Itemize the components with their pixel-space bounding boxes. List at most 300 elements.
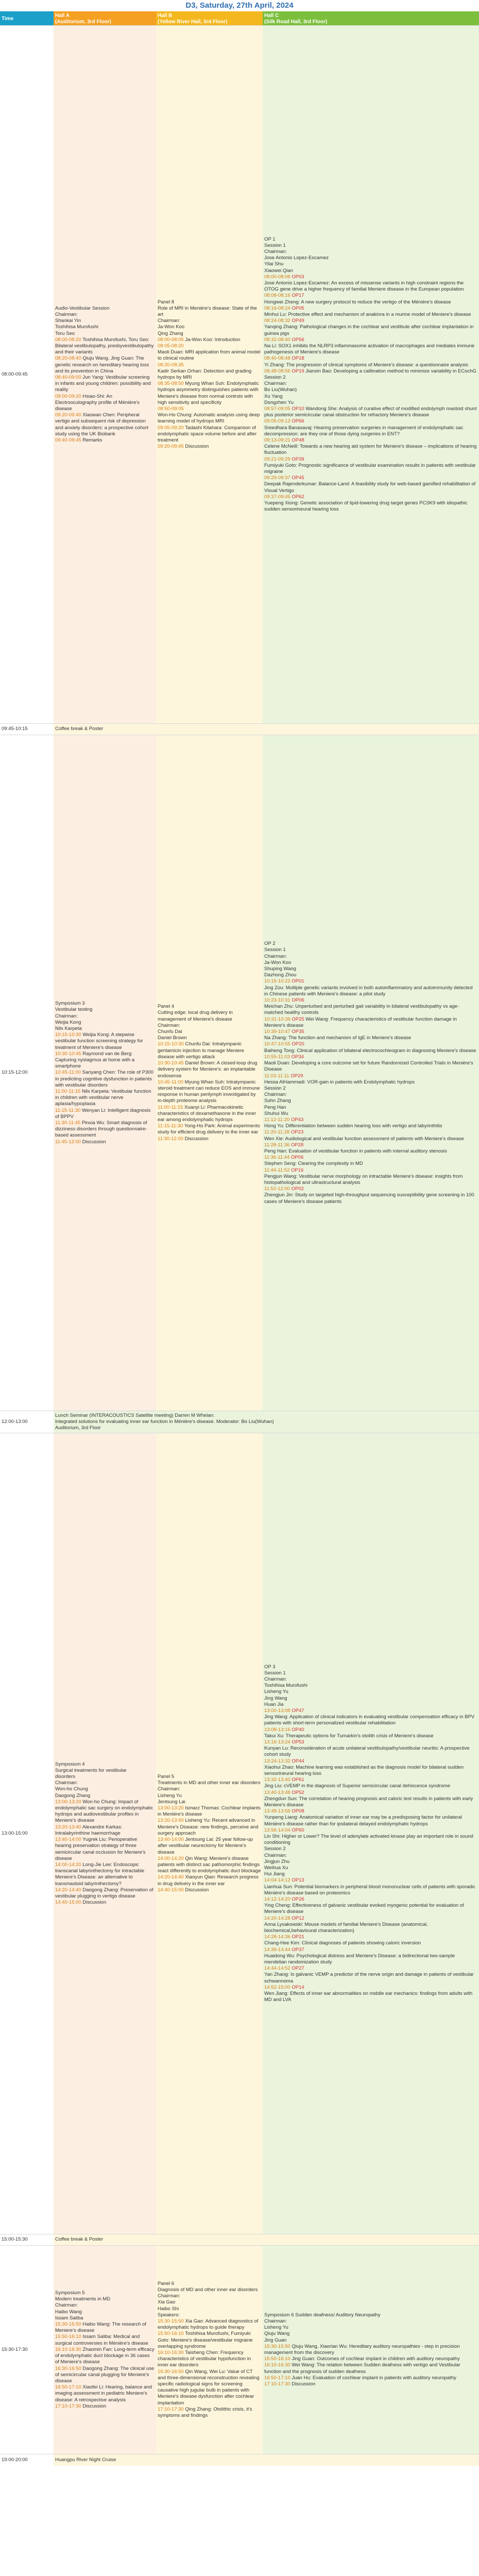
line-text: Daniel Brown: [158, 1035, 187, 1041]
line-text: Surgical treatments for vestibular: [55, 1767, 127, 1773]
line-text: Jose Antonio Lopez-Escamez: [264, 255, 329, 261]
slot-time: 17:10-17:30: [55, 2403, 81, 2409]
session-line: [158, 1805, 261, 1818]
line-text: Won-ho Chung: Impact of endolymphatic sac surgery on endolymphatic hydrops and audiovestibular profiles in Meniere's disease: [55, 1799, 153, 1824]
line-text: Role of MRI in Menière's disease: State of the art: [158, 305, 257, 317]
session-line: [264, 1790, 477, 1796]
session-line: [55, 2315, 155, 2321]
session-line: [264, 243, 477, 249]
session-line: [264, 2344, 477, 2356]
paper-code: OP56: [290, 336, 304, 343]
paper-code: OP25: [290, 1016, 304, 1022]
line-text: Session 1: [264, 242, 286, 248]
paper-code: OP62: [290, 494, 304, 500]
line-text: Shuhui Wu: [264, 1110, 288, 1116]
line-text: Jing Wang: [264, 1695, 287, 1701]
session-line: [55, 331, 155, 337]
session-line: [55, 1862, 155, 1887]
slot-time: 11:28-11:36: [264, 1142, 290, 1148]
session-block: [264, 1664, 477, 2004]
session-line: [158, 2281, 261, 2287]
slot-time: 13:40-13:48: [264, 1789, 290, 1795]
line-text: Chairman:: [264, 2318, 287, 2324]
line-text: Qiuju Wang, Xiaorian Wu: Hereditary auditory neuropathies - step in precision management from the discovery: [264, 2343, 460, 2355]
hall-b-session: [156, 26, 263, 724]
session-line: [264, 1111, 477, 1117]
slot-time: 13:00-13:20: [158, 1805, 184, 1811]
line-text: Vestibular testing: [55, 1007, 93, 1013]
slot-time: 14:20-14:40: [158, 1874, 184, 1880]
session-line: [158, 2293, 261, 2299]
slot-time: 14:12-14:20: [264, 1896, 290, 1903]
line-text: Won-ho Chung: [55, 1786, 88, 1792]
line-text: Remarks: [81, 437, 102, 444]
session-line: [55, 312, 155, 318]
line-text: Alexandre Karkas: Intralabyrinthine haemorrhage: [55, 1824, 123, 1836]
session-line: [158, 337, 261, 343]
line-text: Xiaowei Qian: [264, 267, 293, 274]
slot-time: 16:30-16:50: [158, 2368, 184, 2375]
break-label: Coffee break & Poster: [54, 2234, 479, 2246]
session-line: [264, 1670, 477, 1676]
slot-time: 08:24-08:32: [264, 318, 290, 324]
line-text: Modern treatments in MD: [55, 2296, 111, 2302]
session-line: [158, 1818, 261, 1837]
line-text: Wen Jiang: Effects of inner ear abnormalities on middle ear mechanics: findings from adults with MD and LVA: [264, 1991, 473, 2003]
session-line: [264, 1016, 477, 1029]
session-line: [264, 2337, 477, 2344]
session-line: [264, 1129, 477, 1136]
schedule-row: [0, 1433, 479, 2234]
paper-code: OP48: [290, 437, 304, 444]
session-block: [158, 299, 261, 450]
session-line: [264, 324, 477, 336]
line-text: OP 3: [264, 1664, 276, 1670]
paper-code: OP10: [290, 406, 304, 412]
line-text: Yunpeng Liang: Anatomical variation of inner ear may be a predisposing factor for unilateral Ménière's disease rather than for ipsilateral delayed endolymphatic hydrops: [264, 1815, 462, 1827]
line-text: Jing Guan: Outcomes of cochlear implant in children with auditory neuropathy: [290, 2356, 460, 2362]
line-text: Chairman:: [55, 2302, 78, 2309]
line-text: Panel 4: [158, 1004, 175, 1010]
paper-code: OP13: [290, 1877, 304, 1884]
line-text: Discussion: [81, 2403, 107, 2409]
slot-time: 11:36-11:44: [264, 1155, 290, 1161]
session-line: [264, 261, 477, 267]
slot-time: 11:12-11:20: [264, 1116, 290, 1123]
line-text: Baiheng Tong: Clinical application of bilateral electrocochleogram in diagnosing Meniere's disease: [264, 1047, 476, 1054]
paper-code: OP35: [290, 1029, 304, 1035]
session-line: [264, 1079, 477, 1086]
session-line: [264, 2331, 477, 2337]
line-text: Jun Yang: Vestibular screening in infants and young children: possibility and reality: [55, 375, 151, 393]
session-line: [264, 1696, 477, 1702]
line-text: Session 2: [264, 1085, 286, 1091]
lunch-line: Integrated solutions for evaluating inner ear function in Ménière's disease. Moderator: Bo Liu(Wuhan): [55, 1418, 274, 1425]
session-line: [264, 1758, 477, 1765]
session-line: [158, 2406, 261, 2419]
paper-code: OP34: [290, 1054, 304, 1060]
session-line: [158, 349, 261, 362]
session-line: [55, 2302, 155, 2309]
session-line: [55, 2296, 155, 2302]
session-line: [55, 412, 155, 437]
session-line: [264, 268, 477, 274]
slot-time: 08:20-08:35: [158, 362, 184, 368]
line-text: Jing Wang: Application of clinical indicators in evaluating vestibular compensation efficacy in BPV patients with short-term personalized vestibular rehabilitation: [264, 1714, 475, 1726]
line-text: Jentsung Lai: [158, 1799, 185, 1805]
session-line: [264, 475, 477, 481]
schedule-row: [0, 735, 479, 1411]
line-text: Raymond van de Berg: Capturing nystagmus at home with a smartphone: [55, 1050, 135, 1070]
session-line: [55, 1768, 155, 1774]
line-text: Chairman:: [264, 248, 287, 255]
slot-time: 13:00-13:20: [55, 1799, 81, 1805]
slot-time: 11:30-12:00: [158, 1136, 184, 1142]
session-line: [264, 236, 477, 243]
line-text: disorders: [55, 1774, 76, 1780]
schedule-row: [0, 26, 479, 724]
line-text: Ja-Won Koo: [158, 324, 185, 330]
session-line: [264, 1041, 477, 1047]
session-line: [55, 1824, 155, 1837]
paper-code: OP53: [290, 1739, 304, 1745]
slot-time: 10:23-10:31: [264, 997, 290, 1004]
session-line: [158, 318, 261, 324]
session-line: [158, 444, 261, 450]
session-line: [158, 1004, 261, 1010]
slot-time: 14:36-14:44: [264, 1946, 290, 1953]
line-text: Chairman:: [264, 381, 287, 387]
paper-code: OP43: [289, 1116, 304, 1123]
session-line: [264, 381, 477, 387]
line-text: Discussion: [81, 1139, 106, 1145]
paper-code: OP40: [290, 1726, 304, 1733]
slot-time: 08:00-08:08: [264, 274, 290, 280]
session-line: [55, 2347, 155, 2366]
paper-code: OP52: [290, 1789, 304, 1795]
line-text: OP 2: [264, 941, 276, 947]
session-line: [264, 1916, 477, 1922]
session-line: [158, 2306, 261, 2312]
time-slot: 15:30-17:30: [0, 2246, 54, 2454]
slot-time: 14:04-14:12: [264, 1877, 290, 1884]
session-line: [264, 1148, 477, 1155]
slot-time: 15:30-15:50: [158, 2318, 184, 2324]
line-text: Qin Wang, Wei Lu: Value of CT and three-dimensional reconstruction revealing specific radiological signs for screening causative high jugular bulb in patients with Meniere's disease dysfunction after cochlear implantation: [158, 2368, 260, 2406]
time-slot: 08:00-09:45: [0, 26, 54, 724]
session-line: [264, 1877, 477, 1884]
session-block: [264, 236, 477, 513]
line-text: Ja-Won Koo: [264, 959, 292, 965]
session-line: [264, 960, 477, 966]
slot-time: 14:40-15:00: [158, 1887, 184, 1893]
line-text: Ja-Won Koo: Introduction: [183, 336, 241, 343]
session-line: [264, 387, 477, 393]
line-text: Na Zhang: The function and mechanism of IgE in Meniere's disease: [264, 1035, 412, 1041]
paper-code: OP19: [290, 368, 304, 374]
paper-code: OP39: [290, 456, 304, 462]
slot-time: 09:21-09:29: [264, 456, 290, 462]
slot-time: 16:10-16:30: [55, 2346, 81, 2352]
slot-time: 11:44-11:52: [264, 1167, 290, 1173]
line-text: Jingjun Zhu: [264, 1858, 290, 1865]
line-text: Lisheng Yu: [158, 1792, 182, 1799]
session-line: [158, 2299, 261, 2306]
session-line: [264, 1947, 477, 1953]
line-text: Tadashi Kitahara: Comparison of endolymphatic space volume before and after treatment: [158, 425, 257, 444]
slot-time: 13:56-14:04: [264, 1827, 290, 1833]
line-text: Wandong She: Analysis of curative effect of modified endolymph mastoid shunt plus posterior semicircular canal obstruction for refractory Meniere's disease: [264, 406, 477, 418]
line-text: Lisheng Yu: [264, 2325, 288, 2331]
session-line: [55, 1020, 155, 1026]
line-text: Deepak Rajenderkumar: Balance-Land: A feasibility study for web-based gamified rehabilitation of Visual Vertigo: [264, 481, 476, 494]
line-text: Panel 5: [158, 1774, 175, 1780]
paper-code: OP06: [289, 1155, 304, 1161]
session-line: [55, 1007, 155, 1013]
line-text: Yuepeng Xiong: Genetic association of lipid-lowering drug target genes PCSK9 with idiopathic sudden sensorineural hearing loss: [264, 500, 468, 513]
slot-time: 10:39-10:47: [264, 1029, 290, 1035]
session-line: [264, 1871, 477, 1877]
session-line: [264, 1745, 477, 1758]
line-text: Xiaowan Chen: Peripheral vertigo and subsequent risk of depression and anxiety disorders: a prospective cohort study using the UK Biobank: [55, 412, 149, 437]
slot-time: 10:55-11:03: [264, 1054, 290, 1060]
line-text: Yugrek Liu: Perioperative hearing preservation strategy of three semicircular canal occlusion for Meniere's disease: [55, 1837, 146, 1861]
session-line: [264, 500, 477, 513]
session-line: [158, 2312, 261, 2318]
slot-time: 13:20-13:40: [55, 1824, 81, 1830]
line-text: Session 2: [264, 1846, 286, 1852]
line-text: Haibo Shi: [158, 2306, 179, 2312]
line-text: Symposium 3: [55, 1001, 85, 1007]
line-text: Discussion: [183, 1136, 209, 1142]
paper-code: OP47: [290, 1707, 304, 1714]
hall-c-session: [263, 2246, 479, 2454]
session-line: [264, 2381, 477, 2387]
session-line: [264, 1884, 477, 1896]
session-block: [158, 1004, 261, 1142]
slot-time: 16:50-17:10: [264, 2375, 290, 2381]
slot-time: 09:40-09:45: [55, 437, 81, 444]
session-line: [264, 1859, 477, 1865]
slot-time: 13:40-14:00: [158, 1837, 184, 1843]
paper-code: OP03: [290, 274, 304, 280]
line-text: Chairman:: [55, 311, 78, 317]
session-line: [264, 1865, 477, 1871]
session-line: [55, 2290, 155, 2296]
session-block: [55, 306, 155, 444]
line-text: Issam Saliba: Medical and surgical controversies in Ménière's disease: [55, 2334, 148, 2346]
paper-code: OP08: [290, 1808, 304, 1815]
slot-time: 08:48-08:56: [264, 368, 290, 374]
session-line: [264, 362, 477, 368]
session-line: [158, 1780, 261, 1786]
time-slot: 13:00-15:00: [0, 1433, 54, 2234]
line-text: Yilai Shu: [264, 261, 284, 267]
session-line: [264, 954, 477, 960]
slot-time: 15:50-16:10: [264, 2356, 290, 2362]
paper-code: OP02: [290, 1186, 304, 1192]
session-line: [264, 1953, 477, 1965]
line-text: Cutting edge: local drug delivery in management of Meniere's disease: [158, 1010, 233, 1022]
session-line: [264, 337, 477, 343]
session-line: [264, 400, 477, 406]
line-text: OP 1: [264, 236, 276, 242]
session-line: [264, 306, 477, 312]
slot-time: 16:10-16:30: [158, 2350, 184, 2355]
line-text: Jianxin Bao: Developing a calibration method to minimize variability in ECochG: [304, 368, 476, 374]
line-text: Lianhua Sun: Potential biomarkers in peripheral blood mononuclear cells of patients with sporadic Ménière's disease based on proteomics: [264, 1884, 475, 1896]
slot-time: 16:10-16:30: [264, 2362, 290, 2368]
session-line: [264, 1098, 477, 1104]
slot-time: 11:15-11:30: [158, 1123, 183, 1129]
line-text: Chairman:: [158, 2293, 180, 2299]
header-hall-b: Hall B (Yellow River Hall, 3rd Floor): [156, 11, 263, 26]
line-text: Chang-Hee Kim: Clinical diagnoses of patients showing caloric inversion: [264, 1940, 421, 1946]
session-line: [264, 463, 477, 475]
session-line: [158, 1023, 261, 1029]
line-text: Peng Han: Evaluation of vestibular function in patients with internal auditory stenosis: [264, 1148, 447, 1154]
line-text: Ismarz Thomas: Cochlear implants in Menière's disease: [158, 1805, 261, 1818]
line-text: Qin Wang: Meniere's disease patients with distinct sac pathomorphic findings react differently to endolymphatic duct blockage: [158, 1855, 261, 1874]
session-line: [264, 406, 477, 418]
schedule-row: [0, 2234, 479, 2246]
session-block: [55, 1761, 155, 1906]
line-text: Discussion: [81, 1900, 107, 1906]
line-text: Pengjun Wang: Vestibular nerve morphology on intractable Meniere's disease: insights from histopathological and ultrastructural analysis: [264, 1173, 463, 1185]
line-text: Chairman:: [264, 953, 287, 959]
line-text: Peng Han: [264, 1104, 286, 1110]
session-block: [158, 1774, 261, 1893]
time-slot: 09:45-10:15: [0, 724, 54, 735]
line-text: Chairman:: [264, 1092, 287, 1098]
line-text: Qiuju Wang: [264, 2331, 290, 2337]
line-text: Hessa AlHammadi: VOR-gain in patients with Endolymphatic hydrops: [264, 1079, 415, 1085]
paper-code: OP60: [290, 1827, 304, 1833]
slot-time: 13:16-13:24: [264, 1739, 290, 1745]
session-line: [264, 255, 477, 261]
session-line: [264, 1708, 477, 1714]
session-line: [55, 1774, 155, 1780]
session-line: [264, 494, 477, 500]
line-text: Maoli Duan: MRI application from animal model to clinical routine: [158, 349, 261, 362]
slot-time: 08:20-08:40: [55, 355, 81, 362]
session-line: [55, 1786, 155, 1792]
slot-time: 17:10-17:30: [158, 2406, 184, 2412]
line-text: Xuanyi Li: Pharmacokinetic characteristics of dexamethasone in the inner ear among endolymphatic hydrops: [158, 1104, 256, 1123]
line-text: Suhn Zhang: [264, 1098, 291, 1104]
line-text: Symposium 6 Sudden deafness/ Auditory Neuropathy: [264, 2312, 381, 2318]
line-text: Nils Karpeta: [55, 1025, 82, 1031]
line-text: Toru Seo: [55, 330, 75, 336]
hall-b-session: [156, 1433, 263, 2234]
line-text: Dazhong Zhou: [264, 972, 297, 978]
slot-time: 09:29-09:37: [264, 475, 290, 481]
session-line: [264, 1029, 477, 1035]
paper-code: OP44: [290, 1758, 304, 1764]
session-line: [264, 1965, 477, 1972]
paper-code: OP20: [290, 1041, 304, 1047]
lunch-line: Auditorium, 3rd Floor: [55, 1425, 101, 1431]
paper-code: OP49: [290, 318, 304, 324]
session-line: [264, 966, 477, 972]
paper-code: OP16: [289, 1167, 304, 1173]
slot-time: 08:40-09:00: [55, 375, 81, 380]
session-line: [55, 1120, 155, 1139]
session-line: [55, 1837, 155, 1862]
session-line: [264, 1827, 477, 1834]
slot-time: 14:20-14:28: [264, 1915, 290, 1921]
slot-time: 10:15-10:30: [158, 1041, 184, 1047]
hall-a-session: [54, 735, 156, 1411]
session-line: [264, 312, 477, 318]
session-line: [264, 1702, 477, 1708]
session-line: [55, 1089, 155, 1108]
line-text: Issam Saliba: [55, 2315, 83, 2321]
session-line: [264, 2375, 477, 2381]
session-line: [55, 324, 155, 330]
slot-time: 08:32-08:40: [264, 336, 290, 343]
session-line: [264, 1035, 477, 1041]
line-text: Daogong Zhang: Preservation of vestibular plugging in vertigo disease: [55, 1887, 153, 1899]
slot-time: 14:00-14:20: [158, 1855, 184, 1861]
session-line: [264, 1903, 477, 1915]
slot-time: 09:05-09:20: [158, 425, 184, 431]
session-line: [158, 412, 261, 425]
slot-time: 10:15-10:23: [264, 978, 290, 985]
session-line: [158, 2369, 261, 2406]
session-line: [264, 343, 477, 355]
session-line: [55, 2309, 155, 2315]
session-block: [264, 941, 477, 1205]
slot-time: 14:40-15:00: [55, 1900, 81, 1906]
header-hall-c: Hall C (Silk Road Hall, 3rd Floor): [263, 11, 479, 26]
slot-time: 11:52-12:00: [264, 1186, 290, 1192]
line-text: Myung Whan Suh: Endolymphatic hydrops asymmetry distinguishes patients with Meniere's disease from normal controls with high sensitivity and specificity: [158, 381, 259, 405]
session-block: [264, 2312, 477, 2387]
line-text: Jing Zou: Multiple genetic variants involved in both autoinflammatory and autoimmunity detected in Chinese patients with Meniere's disease: a pilot study: [264, 985, 473, 997]
session-line: [264, 1739, 477, 1745]
session-line: [55, 1139, 155, 1145]
lunch-line: Lunch Seminar (INTERACOUSTICS Satellite meeting) Darren M Whelan:: [55, 1412, 215, 1418]
session-line: [55, 2334, 155, 2346]
slot-time: 15:50-16:10: [55, 2334, 81, 2340]
line-text: Hsiao-Shi: An Electrooculography profile of Ménière's disease: [55, 393, 140, 412]
slot-time: 08:05-08:20: [158, 343, 184, 349]
line-text: Zhengdun Sun: The correlation of hearing prognosis and caloric test results in patients with early Meniere's disease: [264, 1795, 473, 1808]
line-text: Symposium 5: [55, 2290, 85, 2296]
paper-code: OP27: [290, 1965, 304, 1972]
line-text: Bo Liu(Wuhan): [264, 387, 297, 393]
session-line: [158, 1041, 261, 1060]
session-block: [55, 2290, 155, 2410]
session-line: [264, 1167, 477, 1174]
session-line: [264, 355, 477, 362]
line-text: Yanqing Zhang: Pathological changes in the cochlear and vestibule after cochlear implantation in guinea pigs: [264, 324, 474, 336]
session-line: [264, 1105, 477, 1111]
line-text: Toshihisa Murofushi, Fumiyuki Goto: Meniere's disease/vestibular migraine overlapping syndrome: [158, 2331, 253, 2349]
session-line: [264, 1142, 477, 1148]
hall-b-session: [156, 735, 263, 1411]
session-line: [55, 375, 155, 394]
session-line: [264, 1777, 477, 1783]
session-line: [55, 1051, 155, 1070]
line-text: Toshihisa Murofushi, Toru Seo: Bilateral vestibulopathy, presbyvestibulopathy and their variants: [55, 336, 154, 355]
session-line: [264, 1054, 477, 1060]
slot-time: 08:57-09:05: [264, 406, 290, 412]
header-row: [0, 11, 479, 26]
paper-code: OP21: [290, 1934, 304, 1940]
slot-time: 10:45-11:00: [55, 1070, 81, 1076]
